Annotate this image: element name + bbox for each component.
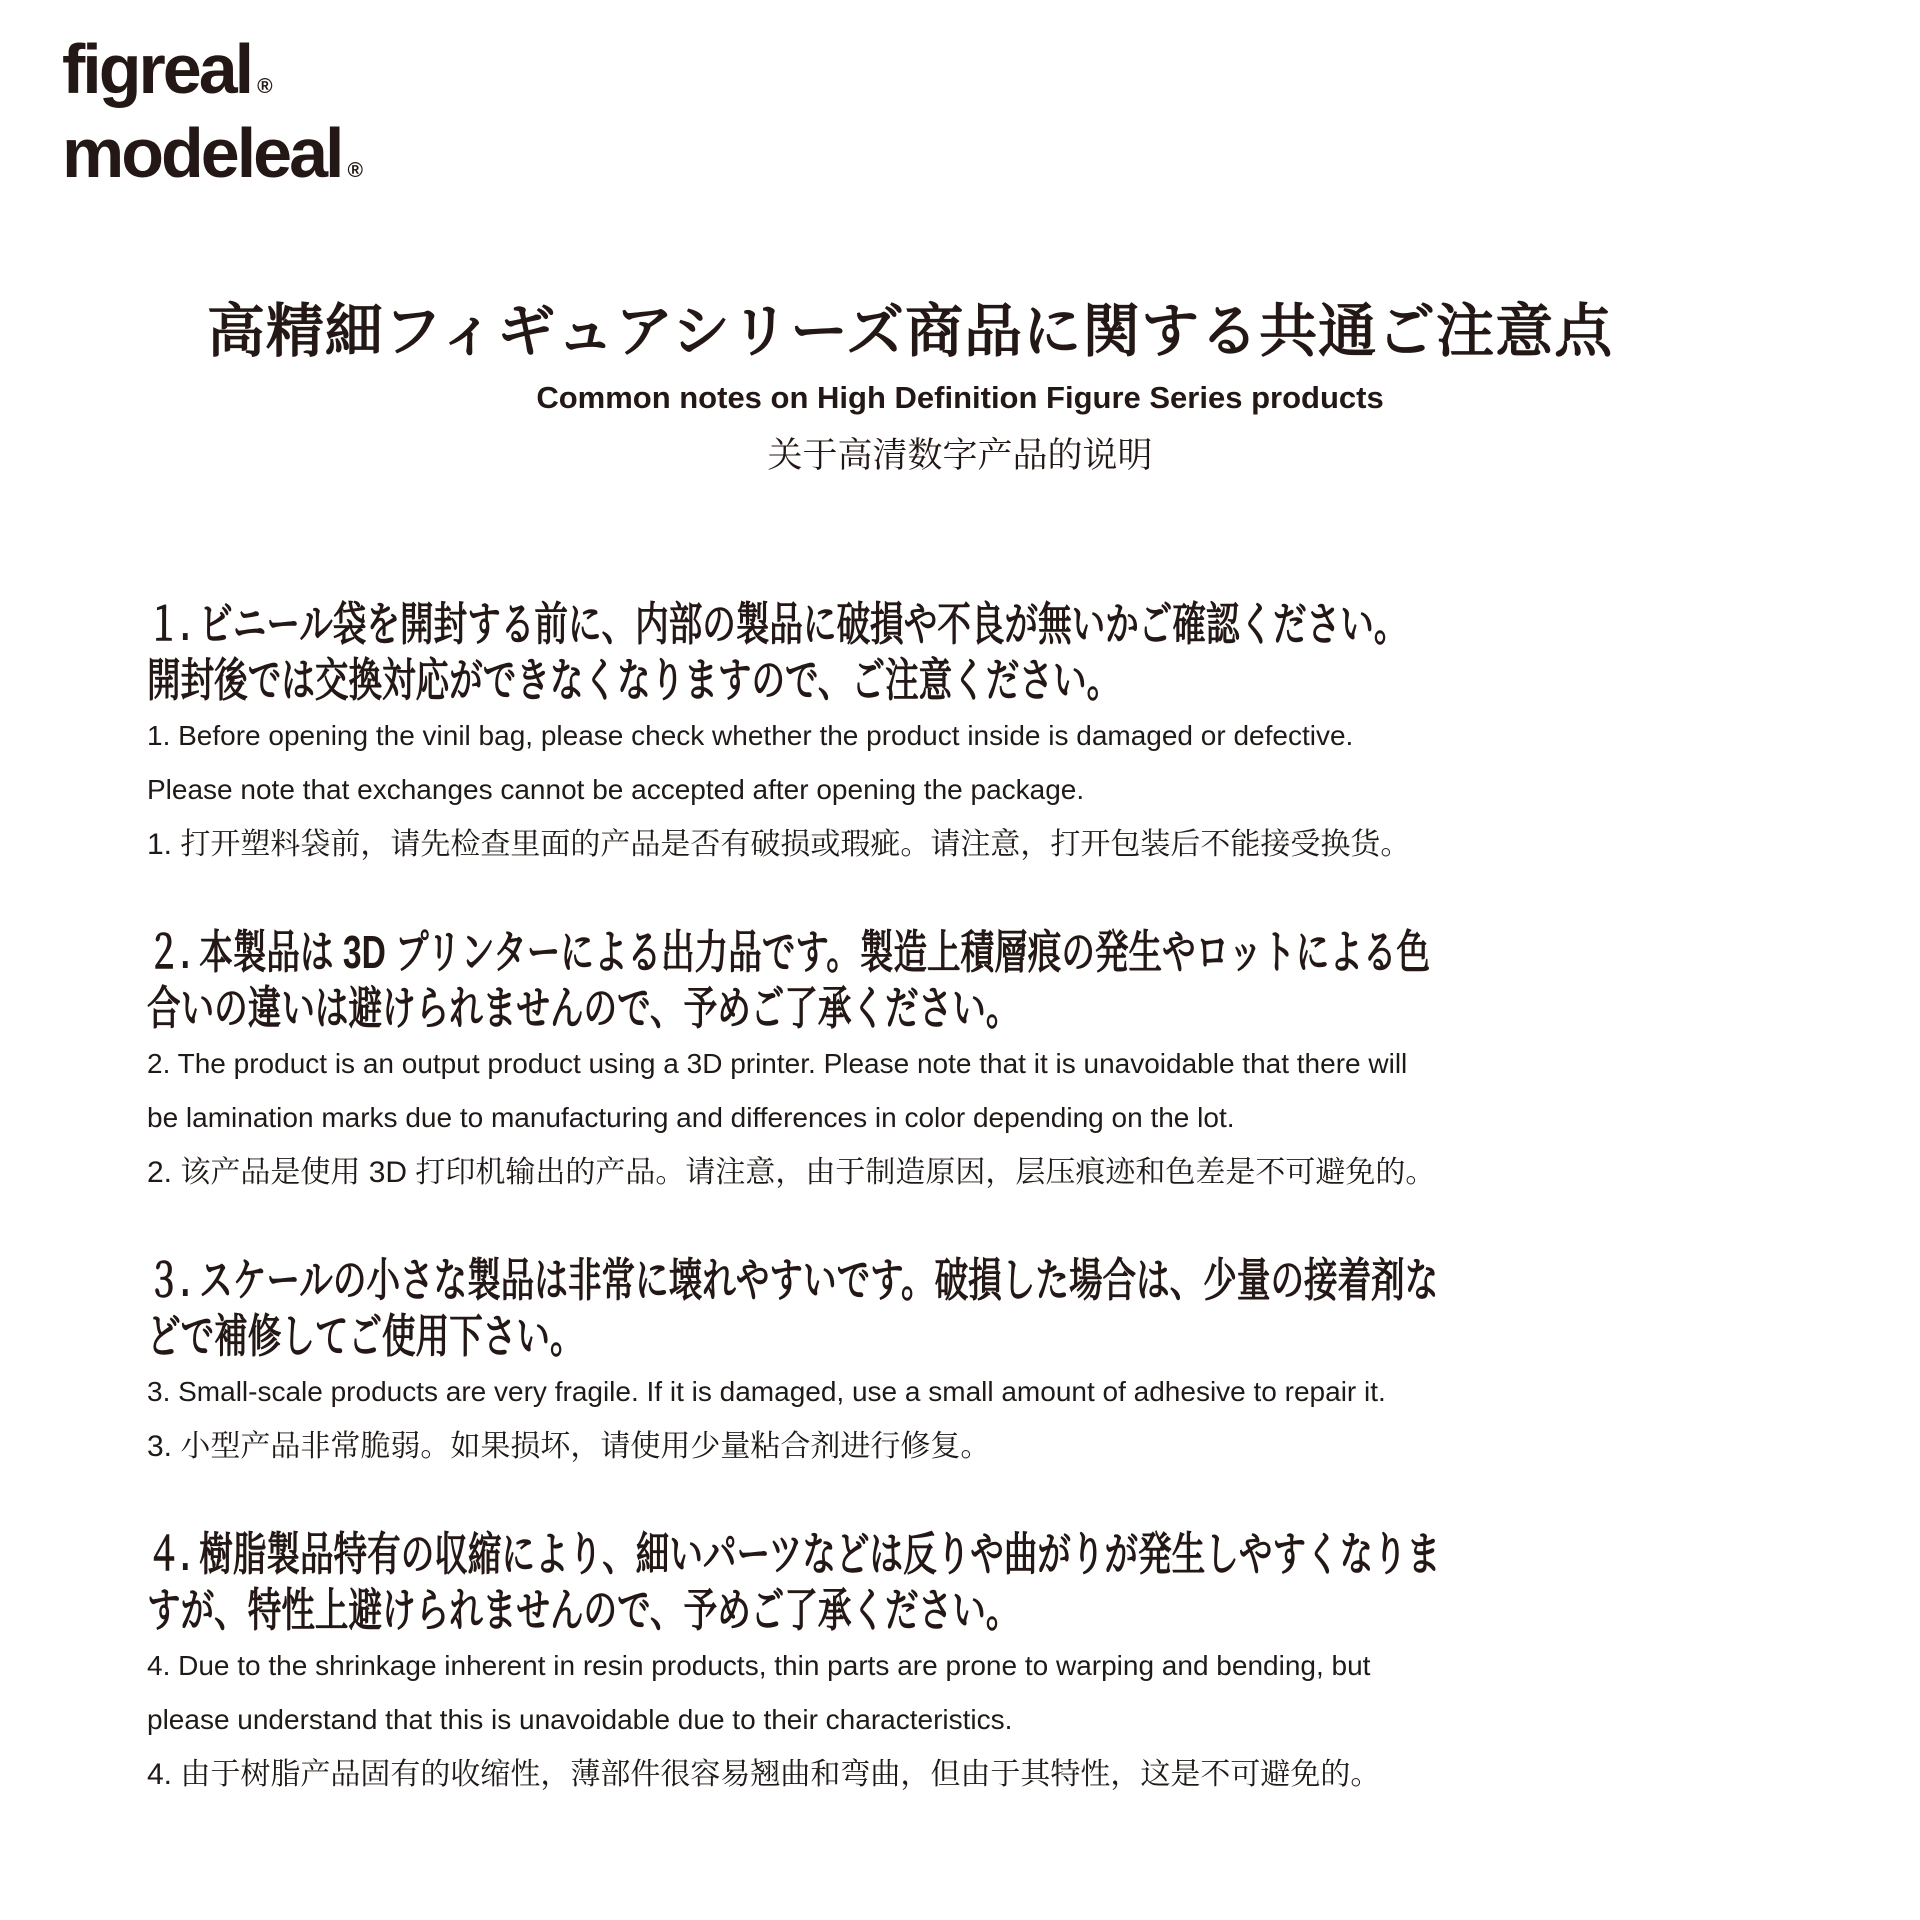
document-header: [0, 284, 1920, 478]
registered-trademark-symbol: ®: [347, 159, 363, 182]
section-2-jp-line-1: ２. 本製品は 3D プリンターによる出力品です。製造上積層痕の発生やロットによる色: [147, 926, 1431, 978]
section-2-english-line-1: 2. The product is an output product using a 3D printer. Please note that it is unavoidable that there will: [147, 1048, 1408, 1079]
section-3-chinese-line: 3. 小型产品非常脆弱。如果损坏，请使用少量粘合剂进行修复。: [147, 1430, 991, 1463]
page-title-japanese: 高精細フィギュアシリーズ商品に関する共通ご注意点: [206, 299, 1614, 364]
section-4-english-line-2: please understand that this is unavoidable due to their characteristics.: [147, 1704, 1013, 1735]
section-2-chinese-line: 2. 该产品是使用 3D 打印机输出的产品。请注意，由于制造原因，层压痕迹和色差是不可避免的。: [147, 1156, 1436, 1189]
page-subtitle-chinese: 关于高清数字产品的说明: [767, 436, 1153, 475]
brand-wordmark-figreal: figreal: [62, 30, 252, 108]
brand-logo-line-figreal: [62, 30, 1920, 108]
section-1-jp-line-2: 開封後では交換対応ができなくなりますので、ご注意ください。: [147, 654, 1121, 706]
notice-sections: [147, 596, 1880, 1790]
section-1-japanese-headline: [147, 596, 1880, 708]
section-4-jp-line-1: ４. 樹脂製品特有の収縮により、細いパーツなどは反りや曲がりが発生しやすくなりま: [147, 1528, 1441, 1580]
section-3-jp-line-1: ３. スケールの小さな製品は非常に壊れやすいです。破損した場合は、少量の接着剤な: [147, 1254, 1439, 1306]
notice-section-3: [147, 1252, 1880, 1462]
registered-trademark-symbol: ®: [257, 75, 273, 98]
page-subtitle-english: Common notes on High Definition Figure Series products: [536, 380, 1384, 415]
section-1-jp-line-1: １. ビニール袋を開封する前に、内部の製品に破損や不良が無いかご確認ください。: [147, 598, 1408, 650]
section-1-english-line-1: 1. Before opening the vinil bag, please check whether the product inside is damaged or defective.: [147, 720, 1354, 751]
brand-logo-line-modeleal: [62, 114, 1920, 192]
section-2-jp-line-2: 合いの違いは避けられませんので、予めご了承ください。: [147, 982, 1020, 1034]
notice-section-2: [147, 924, 1880, 1188]
section-1-english-line-2: Please note that exchanges cannot be accepted after opening the package.: [147, 774, 1085, 805]
section-2-japanese-headline: [147, 924, 1880, 1036]
section-3-japanese-headline: [147, 1252, 1880, 1364]
section-1-chinese-line: 1. 打开塑料袋前，请先检查里面的产品是否有破损或瑕疵。请注意，打开包装后不能接受换货。: [147, 828, 1411, 861]
notice-section-4: [147, 1526, 1880, 1790]
section-2-english-line-2: be lamination marks due to manufacturing and differences in color depending on the lot.: [147, 1102, 1235, 1133]
brand-logo: [62, 30, 1920, 192]
section-4-chinese-line: 4. 由于树脂产品固有的收缩性，薄部件很容易翘曲和弯曲，但由于其特性，这是不可避免的。: [147, 1758, 1381, 1791]
notice-section-1: [147, 596, 1880, 860]
section-3-english-line-1: 3. Small-scale products are very fragile. If it is damaged, use a small amount of adhesive to repair it.: [147, 1376, 1386, 1407]
section-3-jp-line-2: どで補修してご使用下さい。: [147, 1310, 584, 1362]
section-4-jp-line-2: すが、特性上避けられませんので、予めご了承ください。: [147, 1584, 1020, 1636]
brand-wordmark-modeleal: modeleal: [62, 114, 342, 192]
section-4-japanese-headline: [147, 1526, 1880, 1638]
section-4-english-line-1: 4. Due to the shrinkage inherent in resin products, thin parts are prone to warping and bending, but: [147, 1650, 1371, 1681]
